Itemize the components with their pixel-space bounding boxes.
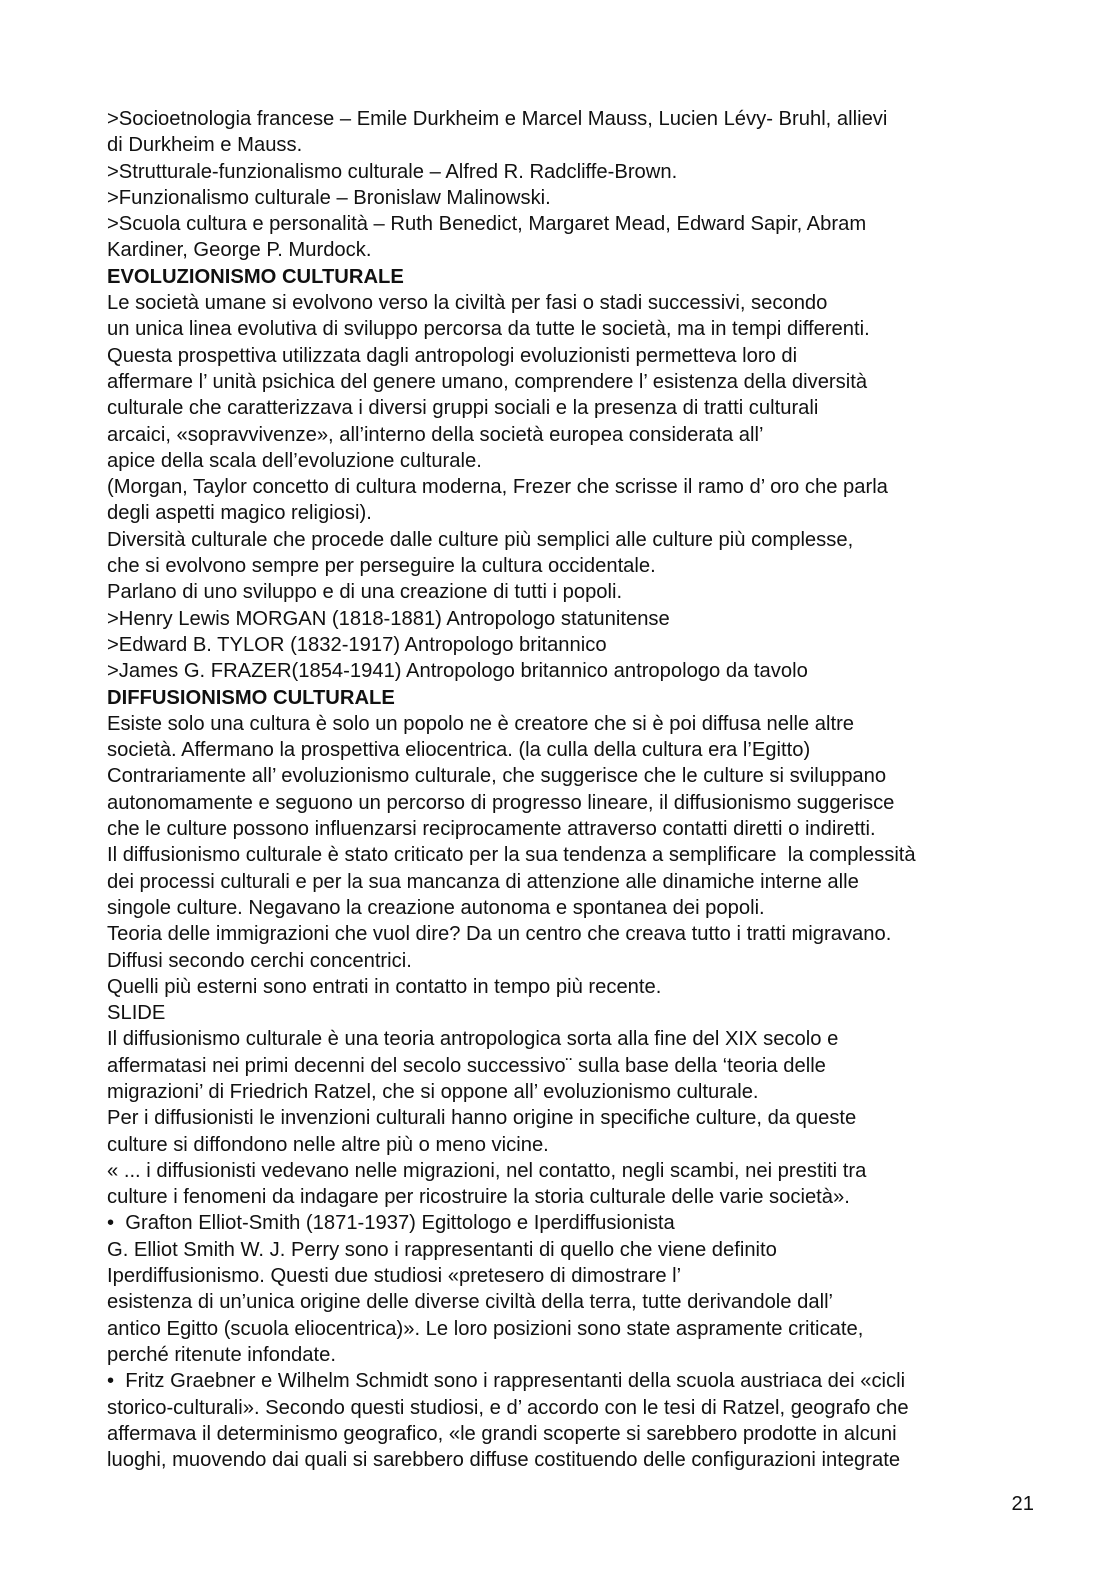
text-line: luoghi, muovendo dai quali si sarebbero diffuse costituendo delle configurazioni integrate [107,1449,901,1472]
text-line: affermatasi nei primi decenni del secolo successivo¨ sulla base della ‘teoria delle [107,1054,826,1077]
text-line: dei processi culturali e per la sua mancanza di attenzione alle dinamiche interne alle [107,870,859,893]
page-body [107,106,1067,1473]
text-line: antico Egitto (scuola eliocentrica)». Le loro posizioni sono state aspramente criticate, [107,1317,864,1340]
text-line: culture i fenomeni da indagare per ricostruire la storia culturale delle varie società». [107,1186,850,1209]
text-line: che si evolvono sempre per perseguire la cultura occidentale. [107,555,656,578]
text-line: >James G. FRAZER(1854-1941) Antropologo britannico antropologo da tavolo [107,660,808,683]
text-line: Il diffusionismo culturale è una teoria antropologica sorta alla fine del XIX secolo e [107,1028,839,1051]
text-line: società. Affermano la prospettiva eliocentrica. (la culla della cultura era l’Egitto) [107,739,811,762]
text-line: culturale che caratterizzava i diversi gruppi sociali e la presenza di tratti culturali [107,397,819,420]
text-line: degli aspetti magico religiosi). [107,502,372,525]
text-line: affermava il determinismo geografico, «le grandi scoperte si sarebbero prodotte in alcuni [107,1422,897,1445]
page-number: 21 [1011,1493,1034,1515]
text-line: che le culture possono influenzarsi reciprocamente attraverso contatti diretti o indiretti. [107,818,876,841]
text-line: >Strutturale-funzionalismo culturale – Alfred R. Radcliffe-Brown. [107,160,678,183]
section-heading: DIFFUSIONISMO CULTURALE [107,686,395,709]
text-line: singole culture. Negavano la creazione autonoma e spontanea dei popoli. [107,896,765,919]
text-line: affermare l’ unità psichica del genere umano, comprendere l’ esistenza della diversità [107,370,868,393]
text-line: Iperdiffusionismo. Questi due studiosi «pretesero di dimostrare l’ [107,1265,682,1288]
text-line: migrazioni’ di Friedrich Ratzel, che si oppone all’ evoluzionismo culturale. [107,1080,759,1103]
text-line: Diversità culturale che procede dalle culture più semplici alle culture più complesse, [107,528,854,551]
text-line: >Henry Lewis MORGAN (1818-1881) Antropologo statunitense [107,607,670,630]
text-line: >Scuola cultura e personalità – Ruth Benedict, Margaret Mead, Edward Sapir, Abram [107,213,867,236]
text-line: Questa prospettiva utilizzata dagli antropologi evoluzionisti permetteva loro di [107,344,798,367]
text-line: Quelli più esterni sono entrati in contatto in tempo più recente. [107,975,662,998]
text-line: • Fritz Graebner e Wilhelm Schmidt sono i rappresentanti della scuola austriaca dei «cicli [107,1370,906,1393]
text-line: Il diffusionismo culturale è stato criticato per la sua tendenza a semplificare la complessità [107,844,916,867]
text-line: Parlano di uno sviluppo e di una creazione di tutti i popoli. [107,581,623,604]
text-line: SLIDE [107,1002,166,1025]
text-line: • Grafton Elliot-Smith (1871-1937) Egittologo e Iperdiffusionista [107,1212,675,1235]
text-line: apice della scala dell’evoluzione culturale. [107,449,482,472]
text-line: di Durkheim e Mauss. [107,134,303,157]
text-line: (Morgan, Taylor concetto di cultura moderna, Frezer che scrisse il ramo d’ oro che parla [107,476,888,499]
text-line: Contrariamente all’ evoluzionismo culturale, che suggerisce che le culture si sviluppano [107,765,887,788]
section-heading: EVOLUZIONISMO CULTURALE [107,265,404,288]
text-line: esistenza di un’unica origine delle diverse civiltà della terra, tutte derivandole dall’ [107,1291,834,1314]
text-line: Kardiner, George P. Murdock. [107,239,372,262]
text-line: >Edward B. TYLOR (1832-1917) Antropologo britannico [107,633,607,656]
text-line: un unica linea evolutiva di sviluppo percorsa da tutte le società, ma in tempi differenti. [107,318,870,341]
text-line: culture si diffondono nelle altre più o meno vicine. [107,1133,549,1156]
text-line: autonomamente e seguono un percorso di progresso lineare, il diffusionismo suggerisce [107,791,895,814]
text-line: Esiste solo una cultura è solo un popolo ne è creatore che si è poi diffusa nelle altre [107,712,855,735]
text-line: >Funzionalismo culturale – Bronislaw Malinowski. [107,186,551,209]
text-line: Teoria delle immigrazioni che vuol dire? Da un centro che creava tutto i tratti migravano. [107,923,892,946]
text-line: perché ritenute infondate. [107,1343,336,1366]
text-line: Le società umane si evolvono verso la civiltà per fasi o stadi successivi, secondo [107,292,828,315]
text-line: Per i diffusionisti le invenzioni culturali hanno origine in specifiche culture, da queste [107,1107,857,1130]
text-line: G. Elliot Smith W. J. Perry sono i rappresentanti di quello che viene definito [107,1238,777,1261]
text-line: storico-culturali». Secondo questi studiosi, e d’ accordo con le tesi di Ratzel, geografo che [107,1396,909,1419]
text-line: arcaici, «sopravvivenze», all’interno della società europea considerata all’ [107,423,764,446]
text-line: « ... i diffusionisti vedevano nelle migrazioni, nel contatto, negli scambi, nei prestiti tra [107,1159,867,1182]
text-line: >Socioetnologia francese – Emile Durkheim e Marcel Mauss, Lucien Lévy- Bruhl, allievi [107,108,888,130]
text-line: Diffusi secondo cerchi concentrici. [107,949,412,972]
